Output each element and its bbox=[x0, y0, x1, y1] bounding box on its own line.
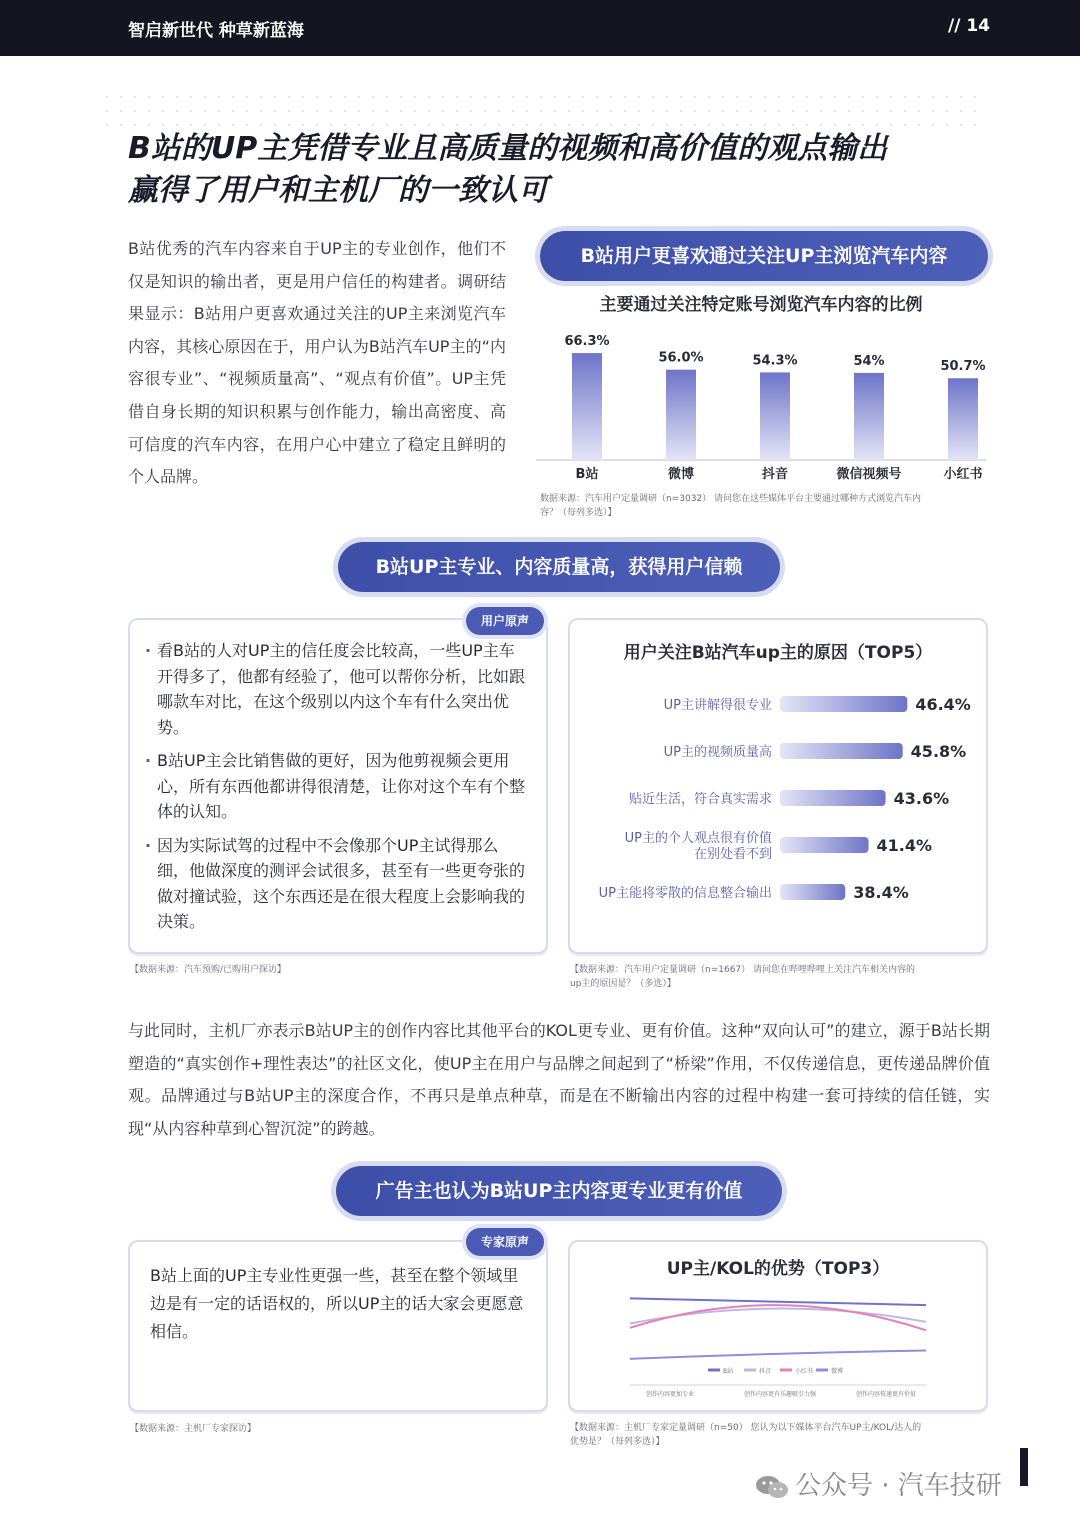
chart1-source bbox=[540, 492, 990, 520]
bar bbox=[780, 743, 903, 759]
source-line: 容？（每列多选）】 bbox=[540, 508, 617, 518]
body-paragraph: 与此同时，主机厂亦表示B站UP主的创作内容比其他平台的KOL更专业、更有价值。这种“双向认可”的建立，源于B站长期塑造的“真实创作+理性表达”的社区文化，使UP主在用户与品牌之间起到了“桥梁”作用，不仅传递信息，更传递品牌价值观。品牌通过与B站UP主的深度合作，不再只是单点种草，而是在不断输出内容的过程中构建一套可持续的信任链，实现“从内容种草到心智沉淀”的跨越。 bbox=[128, 1021, 990, 1138]
expert-quote: B站上面的UP主专业性更强一些，甚至在整个领域里边是有一定的话语权的，所以UP主的话大家会更愿意相信。 bbox=[150, 1266, 524, 1341]
category-label: UP主的个人观点很有价值 bbox=[624, 831, 772, 846]
bar bbox=[780, 837, 869, 853]
category-label: 微博 bbox=[667, 467, 695, 482]
bar bbox=[760, 372, 790, 460]
bar bbox=[780, 696, 907, 712]
header-title: 智启新世代 种草新蓝海 bbox=[128, 21, 304, 41]
side-marker bbox=[1020, 1448, 1028, 1486]
category-label: 创作内容更加专业 bbox=[645, 1391, 695, 1398]
section-pill-2: B站UP主专业、内容质量高，获得用户信赖 bbox=[338, 542, 780, 592]
advantage-line-chart bbox=[568, 1282, 988, 1402]
chart-title: 主要通过关注特定账号浏览汽车内容的比例 bbox=[599, 295, 923, 315]
bar bbox=[572, 353, 602, 460]
category-label: 小红书 bbox=[943, 467, 983, 482]
category-label: 创作内容传递更有价值 bbox=[855, 1391, 917, 1398]
source-line: 数据来源：汽车用户定量调研（n=3032） 请问您在这些媒体平台主要通过哪种方式浏览汽车内 bbox=[540, 494, 922, 504]
series-line bbox=[630, 1298, 926, 1305]
title-line-1: B站的UP主凭借专业且高质量的视频和高价值的观点输出 bbox=[128, 131, 888, 166]
category-label: UP主的视频质量高 bbox=[663, 745, 772, 760]
legend-label: 微博 bbox=[831, 1368, 844, 1375]
source-line: 【数据来源：汽车用户定量调研（n=1667） 请问您在哔哩哔哩上关注汽车相关内容的 bbox=[570, 965, 916, 975]
legend-label: B站 bbox=[723, 1368, 734, 1375]
bar bbox=[666, 370, 696, 460]
source-line: 【数据来源：主机厂专家定量调研（n=50） 您认为以下媒体平台汽车UP主/KOL/达人的 bbox=[570, 1423, 922, 1433]
watermark bbox=[755, 1465, 1002, 1502]
reason-chart-source bbox=[570, 963, 990, 991]
user-quote-source: 【数据来源：汽车预购/已购用户探访】 bbox=[130, 965, 287, 975]
legend-label: 抖音 bbox=[759, 1368, 772, 1375]
category-label: UP主讲解得很专业 bbox=[663, 698, 772, 713]
page-title bbox=[128, 128, 988, 212]
user-quote-list bbox=[147, 638, 527, 943]
category-label: 抖音 bbox=[761, 467, 789, 482]
data-label: 66.3% bbox=[564, 334, 610, 350]
wechat-icon bbox=[755, 1474, 789, 1500]
data-label: 56.0% bbox=[658, 350, 704, 366]
user-voice-badge: 用户原声 bbox=[466, 607, 544, 635]
page-number: // 14 bbox=[948, 16, 990, 36]
category-label: 在别处看不到 bbox=[693, 847, 772, 862]
expert-voice-badge: 专家原声 bbox=[466, 1228, 544, 1256]
category-label: 贴近生活，符合真实需求 bbox=[628, 792, 772, 807]
watermark-text: 公众号 · 汽车技研 bbox=[795, 1471, 1002, 1501]
decorative-dots bbox=[100, 90, 980, 130]
bar bbox=[854, 373, 884, 460]
data-label: 45.8% bbox=[910, 742, 967, 761]
data-label: 38.4% bbox=[853, 883, 909, 902]
data-label: 50.7% bbox=[940, 359, 986, 375]
line-chart-source bbox=[570, 1421, 990, 1449]
source-line: 优势是？（每列多选）】 bbox=[570, 1437, 665, 1447]
data-label: 41.4% bbox=[876, 836, 933, 855]
series-line bbox=[630, 1350, 926, 1358]
page-header bbox=[0, 0, 1080, 56]
reason-bar-chart bbox=[568, 680, 988, 920]
chart-title: UP主/KOL的优势（TOP3） bbox=[666, 1259, 890, 1279]
chart-title: 用户关注B站汽车up主的原因（TOP5） bbox=[623, 643, 933, 663]
data-label: 46.4% bbox=[915, 695, 971, 714]
list-item: · 看B站的人对UP主的信任度会比较高，一些UP主车开得多了，他都有经验了，他可以帮你分析，比如跟哪款车对比，在这个级别以内这个车有什么突出优势。 bbox=[147, 638, 527, 740]
bar bbox=[780, 884, 845, 900]
title-line-2: 赢得了用户和主机厂的一致认可 bbox=[128, 173, 548, 208]
list-item: · 因为实际试驾的过程中不会像那个UP主试得那么细，他做深度的测评会试很多，甚至有一些更夸张的做对撞试验，这个东西还是在很大程度上会影响我的决策。 bbox=[147, 833, 527, 935]
category-label: 创作内容更有乐趣吸引力强 bbox=[743, 1391, 817, 1398]
data-label: 54.3% bbox=[752, 353, 798, 369]
intro-paragraph: B站优秀的汽车内容来自于UP主的专业创作，他们不仅是知识的输出者，更是用户信任的构建者。调研结果显示：B站用户更喜欢通过关注的UP主来浏览汽车内容，其核心原因在于，用户认为B站汽车UP主的“内容很专业”、“视频质量高”、“观点有价值”。UP主凭借自身长期的知识积累与创作能力，输出高密度、高可信度的汽车内容，在用户心中建立了稳定且鲜明的个人品牌。 bbox=[128, 239, 506, 487]
list-item: · B站UP主会比销售做的更好，因为他剪视频会更用心，所有东西他都讲得很清楚，让你对这个车有个整体的认知。 bbox=[147, 748, 527, 825]
category-label: UP主能将零散的信息整合输出 bbox=[598, 886, 772, 901]
bar bbox=[780, 790, 886, 806]
source-line: up主的原因是？（多选）】 bbox=[570, 979, 676, 989]
category-label: 微信视频号 bbox=[836, 467, 902, 482]
bar-chart-svg bbox=[536, 320, 986, 500]
data-label: 54% bbox=[853, 353, 885, 369]
section-pill-1: B站用户更喜欢通过关注UP主浏览汽车内容 bbox=[540, 231, 988, 281]
section-pill-3: 广告主也认为B站UP主内容更专业更有价值 bbox=[336, 1166, 782, 1216]
category-label: B站 bbox=[575, 467, 599, 482]
bar bbox=[948, 378, 978, 460]
legend-label: 小红书 bbox=[795, 1368, 814, 1375]
data-label: 43.6% bbox=[893, 789, 950, 808]
expert-source: 【数据来源：主机厂专家探访】 bbox=[130, 1424, 257, 1434]
platform-bar-chart bbox=[536, 290, 986, 520]
